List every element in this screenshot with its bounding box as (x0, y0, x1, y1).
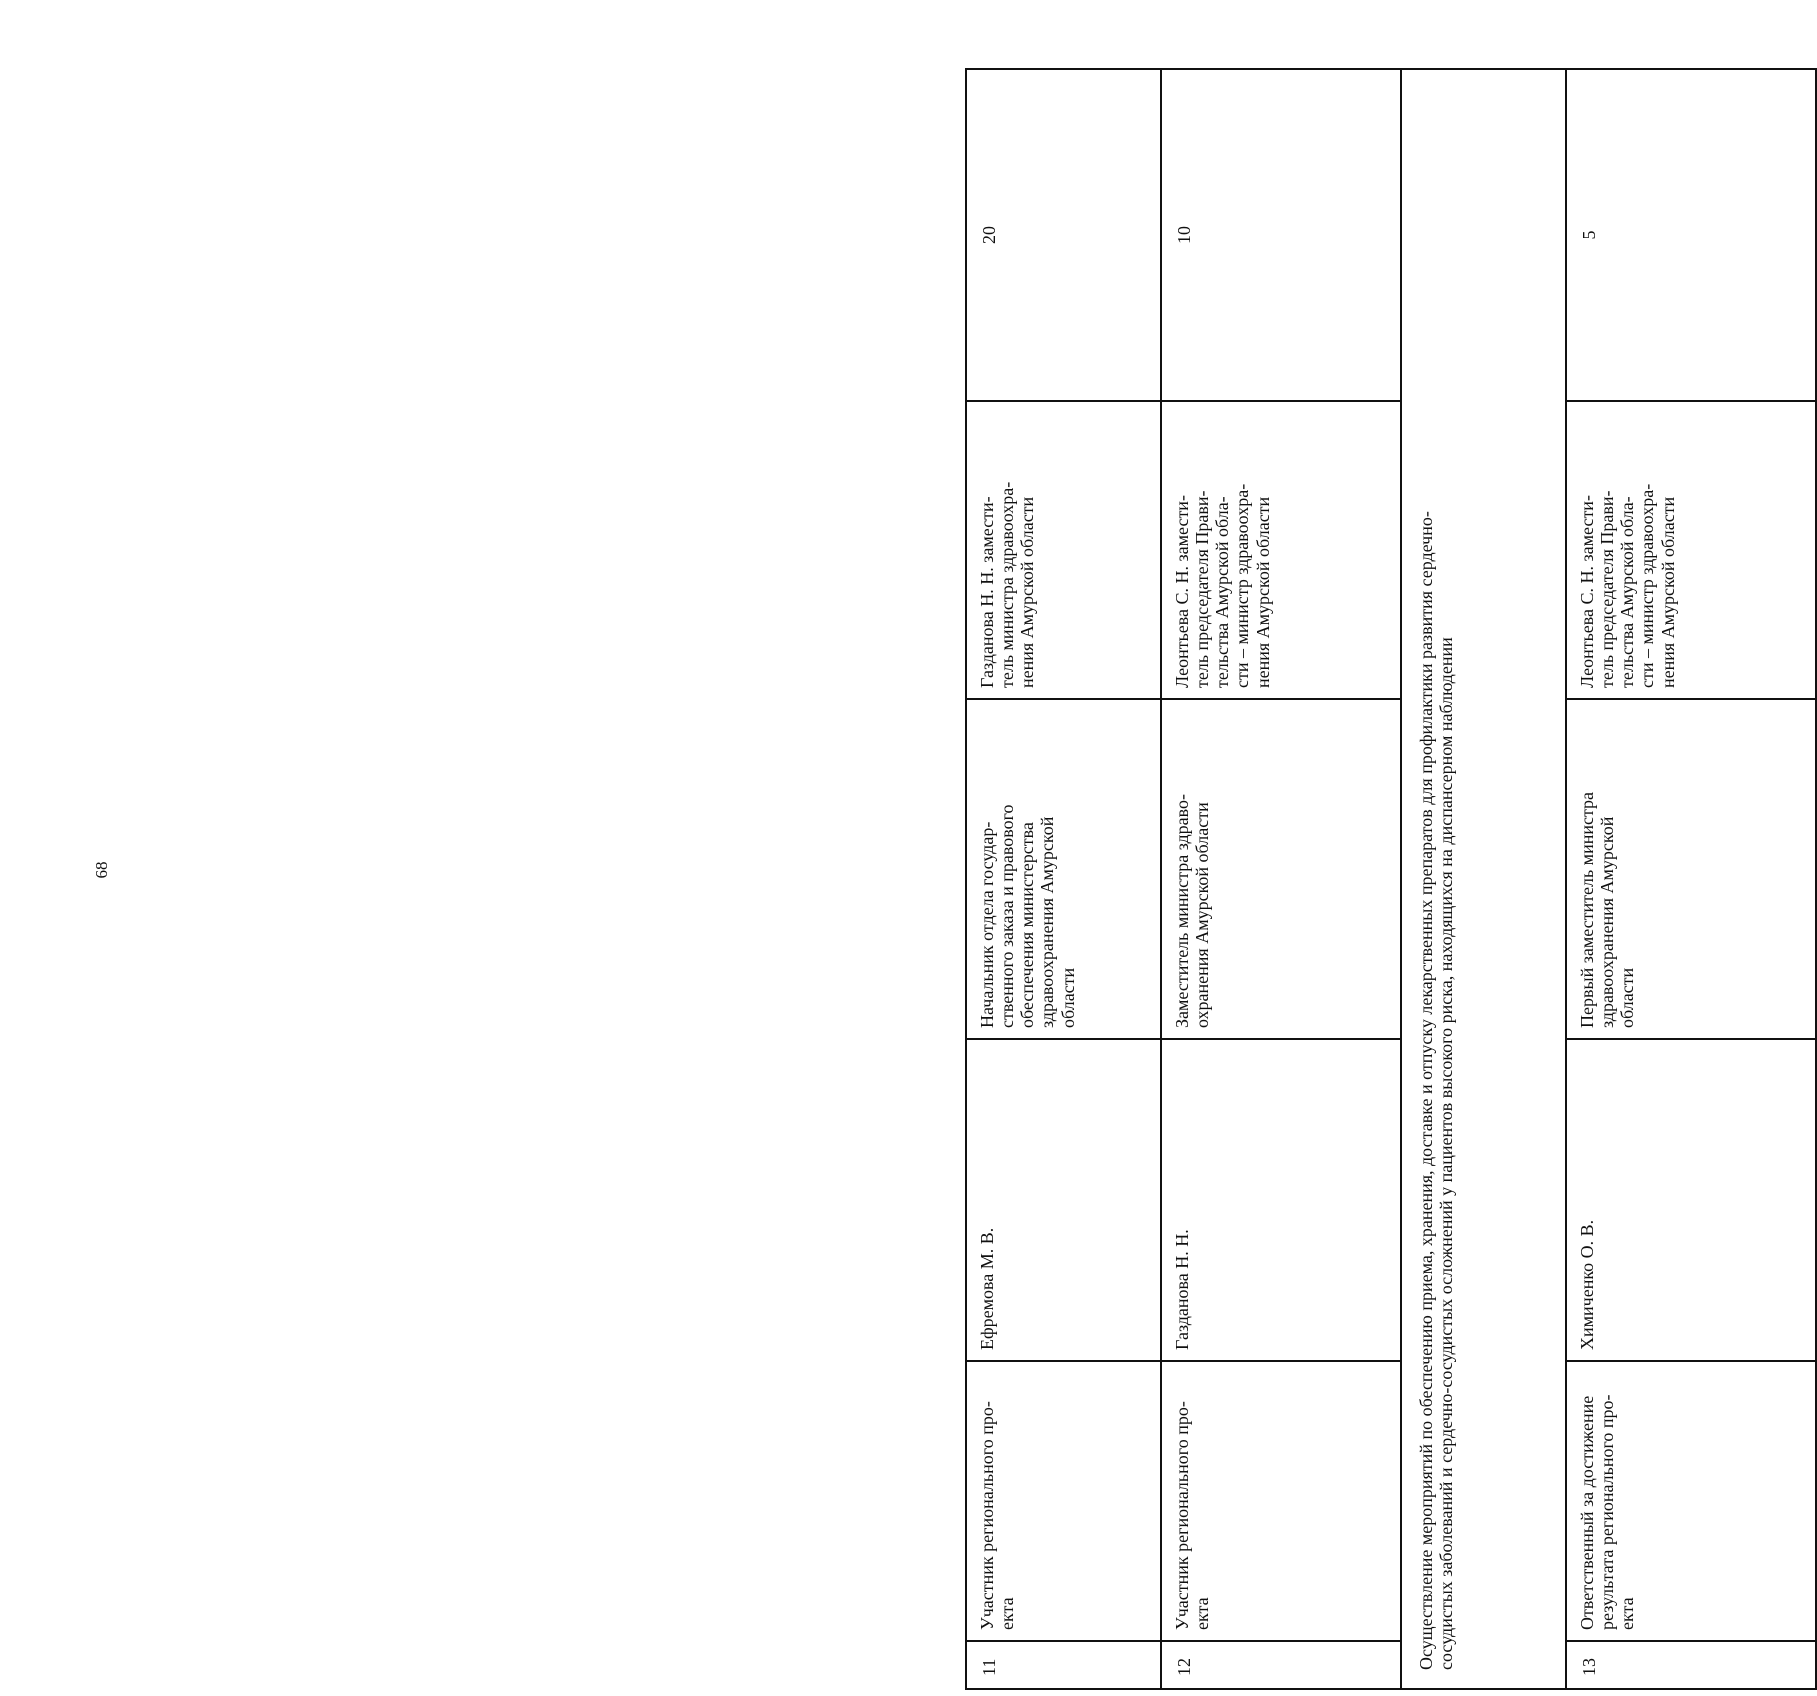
position-cell: Заместитель министра здраво- охранения Амурской области (1161, 699, 1401, 1039)
percent-cell: 20 (966, 69, 1161, 401)
supervisor-cell: Леонтьева С. Н. замести- тель председателя Прави- тельства Амурской обла- сти – министр здравоохра- нения Амурской области (1161, 401, 1401, 699)
role-cell: Ответственный за достижение результата регионального про- екта (1566, 1361, 1816, 1641)
table-row (1161, 69, 1401, 1689)
row-number: 12 (1161, 1641, 1401, 1689)
role-cell: Участник регионального про- екта (1161, 1361, 1401, 1641)
table-row (1566, 69, 1816, 1689)
name-cell: Газданова Н. Н. (1161, 1039, 1401, 1361)
section-heading: Осуществление мероприятий по обеспечению приема, хранения, доставке и отпуску лекарственных препаратов для профилактики развития сердечно- сосудистых заболеваний и сердечно-сосудистых осложнений у пациентов высокого риска, находящихся на диспансерном наблюдении (1401, 69, 1566, 1689)
percent-cell: 5 (1566, 69, 1816, 401)
position-cell: Первый заместитель министра здравоохранения Амурской области (1566, 699, 1816, 1039)
table-row (966, 69, 1161, 1689)
supervisor-cell: Газданова Н. Н. замести- тель министра здравоохра- нения Амурской области (966, 401, 1161, 699)
position-cell: Начальник отдела государ- ственного заказа и правового обеспечения министерства здравоохранения Амурской области (966, 699, 1161, 1039)
row-number: 11 (966, 1641, 1161, 1689)
role-cell: Участник регионального про- екта (966, 1361, 1161, 1641)
participants-table (965, 70, 1815, 1690)
percent-cell: 10 (1161, 69, 1401, 401)
row-number: 13 (1566, 1641, 1816, 1689)
name-cell: Ефремова М. В. (966, 1039, 1161, 1361)
name-cell: Химиченко О. В. (1566, 1039, 1816, 1361)
section-row (1401, 69, 1566, 1689)
supervisor-cell: Леонтьева С. Н. замести- тель председателя Прави- тельства Амурской обла- сти – министр здравоохра- нения Амурской области (1566, 401, 1816, 699)
page-number: 68 (92, 861, 111, 879)
